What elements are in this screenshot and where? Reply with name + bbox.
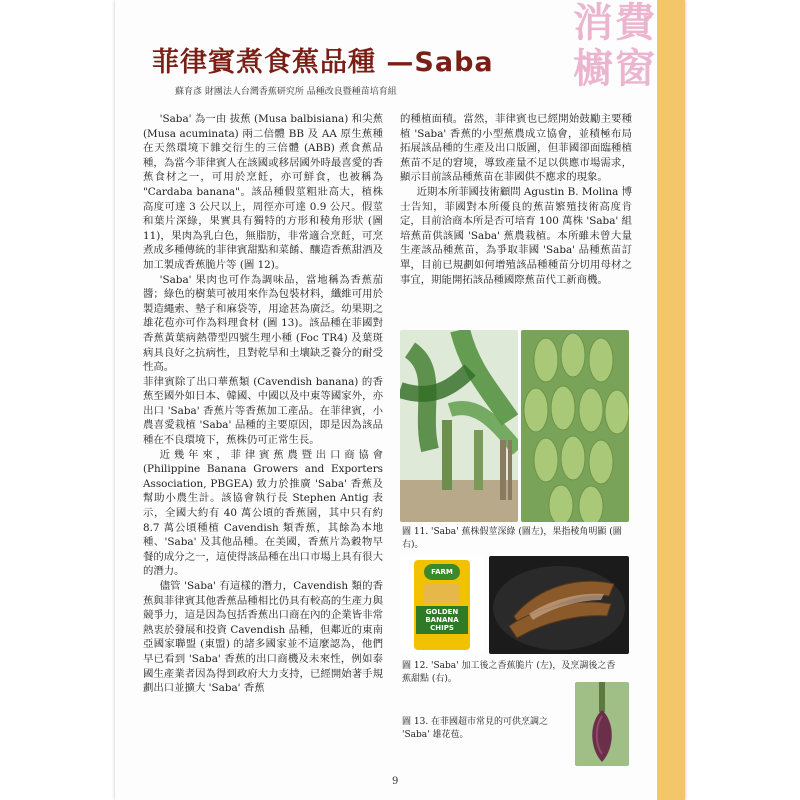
- paragraph: 儘管 'Saba' 有這樣的潛力，Cavendish 類的香蕉與菲律賓其他香蕉品種相比仍具有較高的生產力與競爭力，這是因為包括香蕉出口商在內的企業皆非常熱衷於發展和投資 Cavendish 品種，但鄰近的東南亞國家聯盟 (東盟) 的諸多國家並不這麼認為，他們早已看到 'Saba' 香蕉的出口商機及未來性，例如泰國生產業者因為得到政府大力支持，已經開始著手規劃出口並擴大 'Saba' 香蕉: [143, 580, 383, 695]
- paragraph: 的種植面積。當然，菲律賓也已經開始鼓勵主要種植 'Saba' 香蕉的小型蕉農成立協會，並積極布局拓展該品種的生產及出口版圖，但菲國卻面臨種植蕉苗不足的窘境，導致產量不足以供應市場需求，顯示目前該品種蕉苗在菲國供不應求的現象。: [400, 113, 632, 184]
- paragraph: 'Saba' 為一由 拔蕉 (Musa balbisiana) 和尖蕉 (Musa acuminata) 兩二倍體 BB 及 AA 原生蕉種在天然環境下雜交衍生的三倍體 (ABB) 煮食蕉品種，為當今菲律賓人在該國或移居國外時最喜愛的香蕉食材之一，可用於烹飪，亦可鮮食，也被稱為 "Cardaba banana"。該品種假莖粗壯高大，植株高度可達 3 公尺以上，周徑亦可達 0.9 公尺。假莖和葉片深綠，果實具有獨特的方形和稜角形狀 (圖 11)，果肉為乳白色，無脂肪，非常適合烹飪，可烹煮成多種傳統的菲律賓甜點和菜餚、釀造香蕉甜酒及加工製成香蕉脆片等 (圖 12)。: [143, 113, 383, 271]
- section-corner-title: [560, 0, 670, 92]
- banana-flower-illustration: [575, 682, 629, 766]
- chips-label-line-1: GOLDEN: [425, 608, 459, 616]
- chips-label-line-2: BANANA: [425, 616, 459, 624]
- paragraph: 菲律賓除了出口華蕉類 (Cavendish banana) 的香蕉至國外如日本、韓國、中國以及中東等國家外，亦出口 'Saba' 香蕉片等香蕉加工產品。在菲律賓，小農喜愛栽植 'Saba' 品種的主要原因，即是因為該品種在不良環境下，蕉株仍可正常生長。: [143, 375, 383, 447]
- page-number: 9: [392, 776, 399, 787]
- photo-banana-plant: [400, 330, 518, 522]
- banana-plant-illustration: [400, 330, 518, 522]
- paragraph: 近幾年來，菲律賓蕉農暨出口商協會 (Philippine Banana Growers and Exporters Association, PBGEA) 致力於推廣 'Saba' 香蕉及幫助小農生計。該協會執行長 Stephen Antig 表示，全國大約有 40 萬公頃的香蕉園，其中只有約 8.7 萬公頃種植 Cavendish 類香蕉，其餘為本地種、'Saba' 及其他品種。在美國，香蕉片為穀物早餐的成分之一，這使得該品種在出口市場上具有很大的潛力。: [143, 448, 383, 578]
- figure-13-caption: 圖 13. 在菲國超市常見的可供烹調之 'Saba' 雄花苞。: [402, 717, 549, 740]
- article-author: 蘇育彥 財團法人台灣香蕉研究所 品種改良暨種苗培育組: [175, 87, 397, 97]
- chips-bag-logo: [424, 564, 460, 580]
- photo-banana-dessert: [489, 556, 629, 654]
- photo-banana-chips: [400, 556, 484, 654]
- corner-title-line-2: 櫥窗: [573, 46, 657, 92]
- paragraph: 近期本所菲國技術顧問 Agustin B. Molina 博士告知，菲國對本所優良的蕉苗繁殖技術高度肯定，目前洽商本所是否可培育 100 萬株 'Saba' 組培蕉苗供該國 'Saba' 蕉農栽植。本所雖未曾大量生產該品種蕉苗，為爭取菲國 'Saba' 品種蕉苗訂單，目前已規劃如何增殖該品種種苗分切用母材之事宜，期能開拓該品種國際蕉苗代工新商機。: [400, 185, 632, 286]
- banana-bunch-illustration: [521, 330, 629, 522]
- figure-11-caption: 圖 11. 'Saba' 蕉株假莖深綠 (圖左)，果指稜角明顯 (圖右)。: [402, 527, 622, 550]
- left-column: [143, 112, 383, 696]
- banana-dessert-illustration: [489, 556, 629, 654]
- corner-title-line-1: 消費: [573, 0, 657, 46]
- article-title: 菲律賓煮食蕉品種 —Saba: [152, 47, 494, 78]
- chips-label: [416, 606, 468, 634]
- paragraph: 'Saba' 果肉也可作為調味品，當地稱為香蕉茄醬；綠色的樹葉可被用來作為包裝材料，纖維可用於製造繩索、墊子和麻袋等，用途甚為廣泛。幼果期之雄花苞亦可作為料理食材 (圖 13)。該品種在菲國對香蕉黃葉病熱帶型四號生理小種 (Foc TR4) 及葉斑病具良好之抗病性，且對乾旱和土壤缺乏養分的耐受性高。: [143, 273, 383, 374]
- photo-banana-bunch: [521, 330, 629, 522]
- photo-banana-flower: [575, 682, 629, 766]
- right-column: [400, 112, 632, 287]
- chips-window: [424, 584, 460, 604]
- chips-brand: FARM: [431, 568, 453, 576]
- figure-12-caption: 圖 12. 'Saba' 加工後之香蕉脆片 (左)，及烹調後之香蕉甜點 (右)。: [402, 661, 616, 684]
- chips-bag: [414, 560, 470, 650]
- chips-label-line-3: CHIPS: [430, 624, 454, 632]
- side-color-band: [657, 0, 685, 800]
